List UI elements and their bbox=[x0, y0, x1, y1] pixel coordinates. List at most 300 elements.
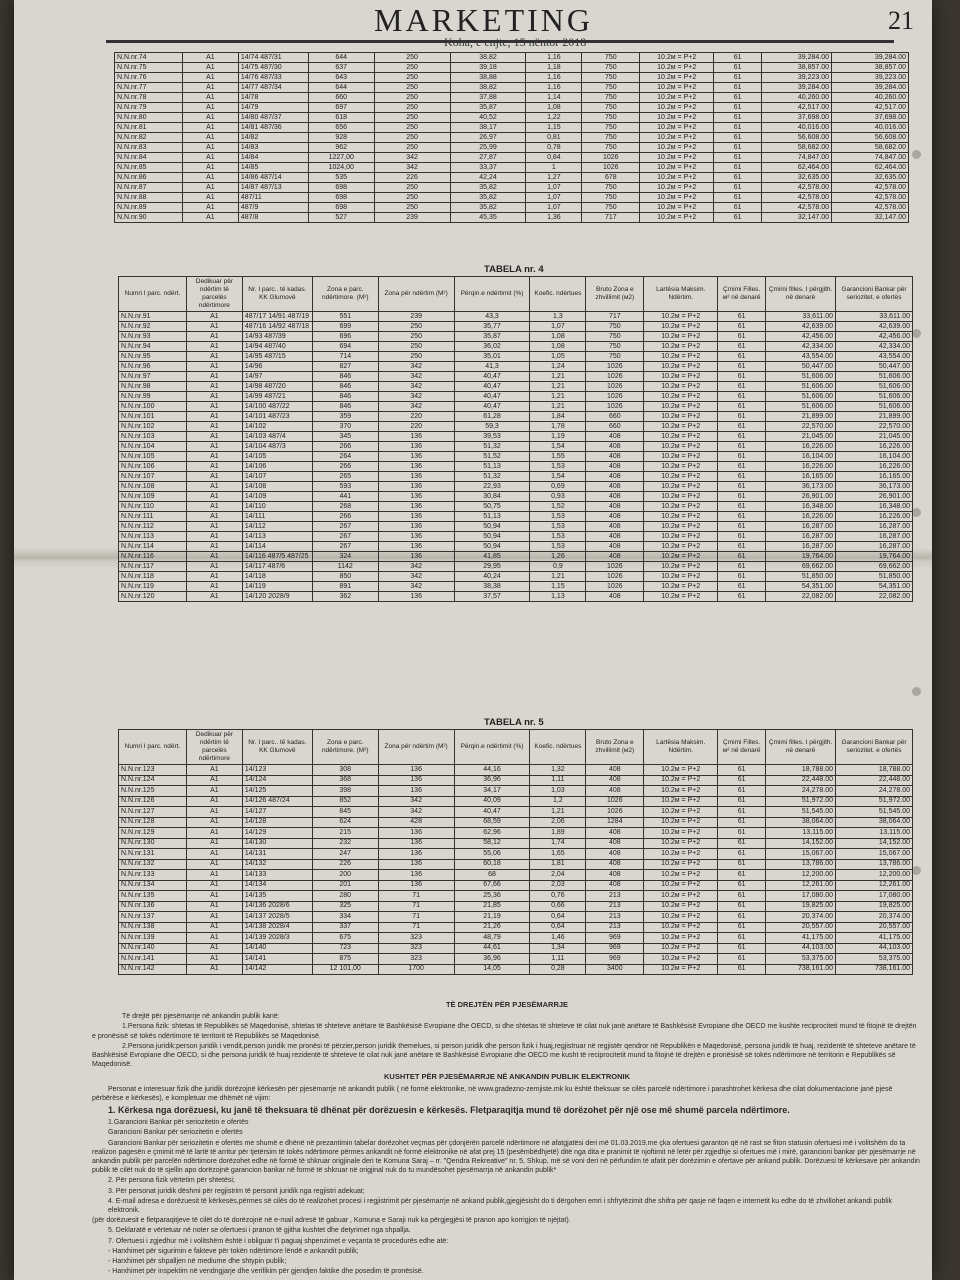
cell-unit-price: 61 bbox=[714, 63, 762, 73]
cell-building-area: 136 bbox=[378, 849, 454, 860]
cell-total-price: 16,226.00 bbox=[766, 442, 836, 452]
cell-bank-guarantee: 40,016.00 bbox=[832, 123, 909, 133]
cell-total-price: 17,080.00 bbox=[766, 891, 836, 902]
cell-cadastral-number: 14/74 487/31 bbox=[238, 53, 308, 63]
item-4-note: (për dorëzuesit e fletparaqitjeve të cilët do të dorëzojnë në e-mail adresë të gabuar , Komuna e Saraji nuk ka përgjegjësi të pranon apo korrigjon të njëjtat). bbox=[92, 1217, 571, 1225]
cell-building-area: 136 bbox=[378, 482, 454, 492]
cell-max-height: 10.2м = P+2 bbox=[644, 322, 718, 332]
cell-parcel-area: 324 bbox=[312, 552, 378, 562]
cell-building-coefficient: 0,64 bbox=[530, 922, 586, 933]
cell-unit-price: 61 bbox=[714, 153, 762, 163]
cell-parcel-area: 337 bbox=[312, 922, 378, 933]
cell-building-percent: 33,37 bbox=[450, 163, 526, 173]
table-row bbox=[119, 592, 913, 602]
cell-gross-area: 750 bbox=[582, 53, 640, 63]
cell-max-height: 10.2м = P+2 bbox=[644, 582, 718, 592]
cell-building-area: 342 bbox=[378, 372, 454, 382]
cell-parcel-number: N.N.nr.134 bbox=[119, 880, 187, 891]
cell-parcel-area: 846 bbox=[312, 392, 378, 402]
cell-max-height: 10.2м = P+2 bbox=[644, 402, 718, 412]
cell-purpose: A1 bbox=[182, 133, 238, 143]
cell-parcel-number: N.N.nr.81 bbox=[115, 123, 183, 133]
cell-building-coefficient: 1,11 bbox=[530, 775, 586, 786]
cell-unit-price: 61 bbox=[718, 532, 766, 542]
cell-max-height: 10.2м = P+2 bbox=[644, 312, 718, 322]
table-row bbox=[115, 183, 909, 193]
cell-building-percent: 51,52 bbox=[454, 452, 530, 462]
column-header-total-price: Çmimi filles. I përgjith. në denarë bbox=[766, 277, 836, 312]
cell-building-coefficient: 1,18 bbox=[526, 63, 582, 73]
cell-purpose: A1 bbox=[182, 53, 238, 63]
cell-unit-price: 61 bbox=[714, 53, 762, 63]
item-3: 3. Për personat juridik dëshmi për regjistrim të personit juridik nga regjistri adekuat; bbox=[108, 1187, 365, 1195]
cell-unit-price: 61 bbox=[718, 870, 766, 881]
cell-purpose: A1 bbox=[186, 462, 242, 472]
binder-hole bbox=[912, 329, 921, 338]
cell-parcel-number: N.N.nr.98 bbox=[119, 382, 187, 392]
cell-purpose: A1 bbox=[186, 922, 242, 933]
cell-building-coefficient: 1,46 bbox=[530, 933, 586, 944]
cell-total-price: 40,016.00 bbox=[762, 123, 832, 133]
cell-cadastral-number: 14/130 bbox=[242, 838, 312, 849]
cell-building-coefficient: 0,64 bbox=[530, 912, 586, 923]
cell-max-height: 10.2м = P+2 bbox=[640, 83, 714, 93]
cell-building-coefficient: 1,74 bbox=[530, 838, 586, 849]
cell-purpose: A1 bbox=[182, 113, 238, 123]
cell-building-percent: 40,24 bbox=[454, 572, 530, 582]
cell-building-area: 250 bbox=[374, 113, 450, 123]
column-header-unit-price: Çmimi Filles. м² në denarë bbox=[718, 730, 766, 765]
cell-total-price: 51,972.00 bbox=[766, 796, 836, 807]
cell-purpose: A1 bbox=[186, 502, 242, 512]
table-row bbox=[119, 582, 913, 592]
cell-gross-area: 750 bbox=[586, 352, 644, 362]
cell-building-coefficient: 1,34 bbox=[530, 943, 586, 954]
cell-cadastral-number: 14/127 bbox=[242, 807, 312, 818]
cell-purpose: A1 bbox=[186, 933, 242, 944]
cell-building-area: 136 bbox=[378, 532, 454, 542]
cell-unit-price: 61 bbox=[714, 163, 762, 173]
cell-gross-area: 750 bbox=[582, 203, 640, 213]
cell-max-height: 10.2м = P+2 bbox=[640, 143, 714, 153]
cell-max-height: 10.2м = P+2 bbox=[644, 807, 718, 818]
cell-building-percent: 26,97 bbox=[450, 133, 526, 143]
column-header-max-height: Lartësia Maksim. Ndërtim. bbox=[644, 277, 718, 312]
cell-building-percent: 51,13 bbox=[454, 462, 530, 472]
cell-cadastral-number: 14/83 bbox=[238, 143, 308, 153]
cell-cadastral-number: 14/99 487/21 bbox=[242, 392, 312, 402]
cell-max-height: 10.2м = P+2 bbox=[644, 954, 718, 965]
cell-building-area: 71 bbox=[378, 922, 454, 933]
cell-building-coefficient: 1,21 bbox=[530, 572, 586, 582]
cell-parcel-number: N.N.nr.118 bbox=[119, 572, 187, 582]
cell-total-price: 51,850.00 bbox=[766, 572, 836, 582]
cell-bank-guarantee: 42,578.00 bbox=[832, 203, 909, 213]
column-header-cadastral-number: Nr. I parc.. të kadas. KK Glumovë bbox=[242, 730, 312, 765]
masthead bbox=[14, 0, 932, 52]
cell-purpose: A1 bbox=[186, 552, 242, 562]
cell-parcel-area: 928 bbox=[308, 133, 374, 143]
cell-purpose: A1 bbox=[182, 123, 238, 133]
cell-max-height: 10.2м = P+2 bbox=[644, 442, 718, 452]
guarantee-subheading: Garancioni Bankar për seriozitetin e ofertës bbox=[108, 1129, 243, 1137]
cell-parcel-number: N.N.nr.87 bbox=[115, 183, 183, 193]
cell-parcel-number: N.N.nr.140 bbox=[119, 943, 187, 954]
cell-building-area: 250 bbox=[374, 63, 450, 73]
column-header-building-area: Zona për ndërtim (M²) bbox=[378, 730, 454, 765]
cell-gross-area: 750 bbox=[586, 332, 644, 342]
column-header-total-price: Çmimi filles. I përgjith. në denarë bbox=[766, 730, 836, 765]
cell-parcel-number: N.N.nr.125 bbox=[119, 786, 187, 797]
cell-building-area: 250 bbox=[374, 103, 450, 113]
cell-building-area: 136 bbox=[378, 870, 454, 881]
cell-building-coefficient: 1,55 bbox=[530, 452, 586, 462]
cell-bank-guarantee: 22,082.00 bbox=[836, 592, 913, 602]
cell-cadastral-number: 14/85 bbox=[238, 163, 308, 173]
cell-purpose: A1 bbox=[182, 153, 238, 163]
cell-parcel-number: N.N.nr.116 bbox=[119, 552, 187, 562]
cell-building-coefficient: 1,07 bbox=[526, 193, 582, 203]
cell-bank-guarantee: 74,847.00 bbox=[832, 153, 909, 163]
cell-purpose: A1 bbox=[186, 786, 242, 797]
cell-building-coefficient: 1,36 bbox=[526, 213, 582, 223]
cell-bank-guarantee: 39,284.00 bbox=[832, 53, 909, 63]
cell-total-price: 53,375.00 bbox=[766, 954, 836, 965]
cell-parcel-number: N.N.nr.85 bbox=[115, 163, 183, 173]
table-row bbox=[119, 870, 913, 881]
cell-building-percent: 38,38 bbox=[454, 582, 530, 592]
cell-bank-guarantee: 40,260.00 bbox=[832, 93, 909, 103]
cell-gross-area: 408 bbox=[586, 880, 644, 891]
cell-gross-area: 750 bbox=[582, 63, 640, 73]
cell-max-height: 10.2м = P+2 bbox=[644, 342, 718, 352]
table-row bbox=[119, 392, 913, 402]
cell-total-price: 39,223.00 bbox=[762, 73, 832, 83]
cell-parcel-number: N.N.nr.75 bbox=[115, 63, 183, 73]
cell-parcel-number: N.N.nr.141 bbox=[119, 954, 187, 965]
cell-parcel-area: 398 bbox=[312, 786, 378, 797]
column-header-parcel-area: Zona e parc. ndërtimore. (M²) bbox=[312, 730, 378, 765]
cell-building-area: 226 bbox=[374, 173, 450, 183]
cell-unit-price: 61 bbox=[714, 93, 762, 103]
cell-bank-guarantee: 50,447.00 bbox=[836, 362, 913, 372]
cell-unit-price: 61 bbox=[718, 572, 766, 582]
cell-building-area: 342 bbox=[374, 163, 450, 173]
cell-max-height: 10.2м = P+2 bbox=[644, 522, 718, 532]
cell-building-percent: 38,17 bbox=[450, 123, 526, 133]
cell-building-coefficient: 1,07 bbox=[530, 322, 586, 332]
table-row bbox=[119, 880, 913, 891]
cell-parcel-number: N.N.nr.130 bbox=[119, 838, 187, 849]
cell-building-coefficient: 2,06 bbox=[530, 817, 586, 828]
cell-total-price: 21,899.00 bbox=[766, 412, 836, 422]
table-5-title: TABELA nr. 5 bbox=[484, 717, 544, 728]
cell-building-percent: 34,17 bbox=[454, 786, 530, 797]
cell-purpose: A1 bbox=[186, 322, 242, 332]
cell-bank-guarantee: 16,104.00 bbox=[836, 452, 913, 462]
cell-total-price: 51,606.00 bbox=[766, 402, 836, 412]
cell-max-height: 10.2м = P+2 bbox=[640, 173, 714, 183]
table-row bbox=[119, 462, 913, 472]
cell-parcel-number: N.N.nr.80 bbox=[115, 113, 183, 123]
cell-building-percent: 44,16 bbox=[454, 765, 530, 776]
table-row bbox=[119, 943, 913, 954]
cell-parcel-number: N.N.nr.127 bbox=[119, 807, 187, 818]
cell-cadastral-number: 14/105 bbox=[242, 452, 312, 462]
cell-bank-guarantee: 19,764.00 bbox=[836, 552, 913, 562]
column-header-max-height: Lartësia Maksim. Ndërtim. bbox=[644, 730, 718, 765]
cell-parcel-area: 266 bbox=[312, 442, 378, 452]
cell-cadastral-number: 14/79 bbox=[238, 103, 308, 113]
cell-gross-area: 660 bbox=[586, 422, 644, 432]
cell-parcel-area: 368 bbox=[312, 775, 378, 786]
cell-cadastral-number: 14/117 487/6 bbox=[242, 562, 312, 572]
table-row bbox=[119, 765, 913, 776]
cost-bullet: - Harxhimet për inspektim në vendngjarje dhe verifikim për gjendjen faktike dhe posedim të pronësisë. bbox=[108, 1268, 424, 1276]
cell-parcel-number: N.N.nr.119 bbox=[119, 582, 187, 592]
cell-max-height: 10.2м = P+2 bbox=[644, 592, 718, 602]
cell-parcel-area: 267 bbox=[312, 522, 378, 532]
cell-parcel-area: 846 bbox=[312, 382, 378, 392]
cell-max-height: 10.2м = P+2 bbox=[640, 153, 714, 163]
cell-bank-guarantee: 22,570.00 bbox=[836, 422, 913, 432]
cell-unit-price: 61 bbox=[718, 432, 766, 442]
table-row bbox=[119, 412, 913, 422]
cell-building-percent: 30,84 bbox=[454, 492, 530, 502]
cell-total-price: 12,200.00 bbox=[766, 870, 836, 881]
cell-cadastral-number: 14/112 bbox=[242, 522, 312, 532]
cell-unit-price: 61 bbox=[718, 482, 766, 492]
cell-gross-area: 750 bbox=[582, 123, 640, 133]
cell-unit-price: 61 bbox=[718, 512, 766, 522]
cell-max-height: 10.2м = P+2 bbox=[640, 103, 714, 113]
cell-total-price: 58,682.00 bbox=[762, 143, 832, 153]
cell-total-price: 36,173.00 bbox=[766, 482, 836, 492]
table-row bbox=[119, 817, 913, 828]
cell-purpose: A1 bbox=[182, 213, 238, 223]
cell-unit-price: 61 bbox=[718, 592, 766, 602]
cell-unit-price: 61 bbox=[718, 775, 766, 786]
cell-cadastral-number: 14/76 487/33 bbox=[238, 73, 308, 83]
cell-parcel-area: 644 bbox=[308, 83, 374, 93]
cell-cadastral-number: 14/95 487/15 bbox=[242, 352, 312, 362]
cell-bank-guarantee: 69,662.00 bbox=[836, 562, 913, 572]
cell-gross-area: 1026 bbox=[586, 807, 644, 818]
cell-building-percent: 35,77 bbox=[454, 322, 530, 332]
cell-building-percent: 35,87 bbox=[450, 103, 526, 113]
cell-building-area: 136 bbox=[378, 828, 454, 839]
conditions-intro: Personat e interesuar fizik dhe juridik dorëzojnë kërkesën për pjesëmarrje në ankandit publik ( në formë elektronike, në www.gradezno-zemjiste.mk ku është theksuar se cilës parcelë ndërtimore i parashtrohet kërkesa dhe cilat dokumentacione janë pjesë përbërëse e kërkesës), e kompletuar me dhëmët në vijim: bbox=[92, 1085, 893, 1102]
cell-bank-guarantee: 42,517.00 bbox=[832, 103, 909, 113]
cell-unit-price: 61 bbox=[718, 901, 766, 912]
cell-unit-price: 61 bbox=[718, 522, 766, 532]
cell-gross-area: 1026 bbox=[586, 362, 644, 372]
cell-building-coefficient: 1,16 bbox=[526, 73, 582, 83]
cell-building-area: 136 bbox=[378, 472, 454, 482]
rights-legal-persons: 2.Persona juridik:person juridik i vendit,person juridik me pronësi të përzier,person juridik themelues, si person juridik dhe person fizik i huaj,regjistruar në regjistër qendror në Republikën e Maqedonisë, persona juridik të huaj, rezidentë të shteteve anëtare të Bashkësisë Evropiane dhe OECD, si dhe persona juridik të huaj rezidentë të shteteve të cilat nuk janë anëtare të Bashkësisë Evropiane dhe OECD me kusht të reciprocitetit mund ta fitojnë të drejtën e pronësisë së tokës ndërtimore në territorin e Republikës së Maqedonisë. bbox=[92, 1042, 916, 1069]
cell-bank-guarantee: 20,557.00 bbox=[836, 922, 913, 933]
cell-max-height: 10.2м = P+2 bbox=[644, 964, 718, 975]
cell-unit-price: 61 bbox=[718, 828, 766, 839]
cell-cadastral-number: 14/123 bbox=[242, 765, 312, 776]
table-header-row bbox=[119, 277, 913, 312]
cell-building-percent: 55,06 bbox=[454, 849, 530, 860]
cell-building-coefficient: 1,3 bbox=[530, 312, 586, 322]
cell-max-height: 10.2м = P+2 bbox=[644, 382, 718, 392]
cell-building-coefficient: 1,54 bbox=[530, 442, 586, 452]
cell-building-percent: 50,94 bbox=[454, 542, 530, 552]
cell-building-area: 136 bbox=[378, 786, 454, 797]
cell-bank-guarantee: 12,261.00 bbox=[836, 880, 913, 891]
cell-cadastral-number: 14/109 bbox=[242, 492, 312, 502]
cell-unit-price: 61 bbox=[718, 492, 766, 502]
cell-bank-guarantee: 44,103.00 bbox=[836, 943, 913, 954]
cell-unit-price: 61 bbox=[718, 362, 766, 372]
table-row bbox=[119, 312, 913, 322]
table-row bbox=[119, 552, 913, 562]
cell-gross-area: 750 bbox=[582, 133, 640, 143]
cell-cadastral-number: 14/139 2028/3 bbox=[242, 933, 312, 944]
table-row bbox=[119, 342, 913, 352]
cell-building-percent: 68,59 bbox=[454, 817, 530, 828]
table-row bbox=[119, 522, 913, 532]
cell-bank-guarantee: 26,901.00 bbox=[836, 492, 913, 502]
cell-bank-guarantee: 62,464.00 bbox=[832, 163, 909, 173]
cell-max-height: 10.2м = P+2 bbox=[644, 828, 718, 839]
cell-purpose: A1 bbox=[182, 193, 238, 203]
cell-building-coefficient: 1 bbox=[526, 163, 582, 173]
cell-bank-guarantee: 39,284.00 bbox=[832, 83, 909, 93]
cell-gross-area: 750 bbox=[582, 183, 640, 193]
column-header-parcel-number: Numri I parc. ndërt. bbox=[119, 277, 187, 312]
cell-parcel-number: N.N.nr.89 bbox=[115, 203, 183, 213]
cell-gross-area: 717 bbox=[586, 312, 644, 322]
table-row bbox=[119, 838, 913, 849]
cell-unit-price: 61 bbox=[714, 103, 762, 113]
column-header-building-coefficient: Koefic. ndërtues bbox=[530, 730, 586, 765]
cell-parcel-area: 441 bbox=[312, 492, 378, 502]
cell-cadastral-number: 14/126 487/24 bbox=[242, 796, 312, 807]
cell-purpose: A1 bbox=[186, 954, 242, 965]
cell-parcel-area: 1142 bbox=[312, 562, 378, 572]
cell-unit-price: 61 bbox=[714, 203, 762, 213]
cell-bank-guarantee: 43,554.00 bbox=[836, 352, 913, 362]
table-row bbox=[119, 332, 913, 342]
cell-parcel-area: 962 bbox=[308, 143, 374, 153]
cell-unit-price: 61 bbox=[718, 462, 766, 472]
table-row bbox=[119, 532, 913, 542]
cell-max-height: 10.2м = P+2 bbox=[640, 193, 714, 203]
cell-gross-area: 1026 bbox=[582, 153, 640, 163]
cell-unit-price: 61 bbox=[714, 83, 762, 93]
page-number: 21 bbox=[888, 6, 914, 35]
cell-max-height: 10.2м = P+2 bbox=[644, 859, 718, 870]
cell-unit-price: 61 bbox=[718, 372, 766, 382]
cell-parcel-number: N.N.nr.102 bbox=[119, 422, 187, 432]
cell-building-coefficient: 0,66 bbox=[530, 901, 586, 912]
cell-building-area: 342 bbox=[378, 562, 454, 572]
cell-total-price: 16,348.00 bbox=[766, 502, 836, 512]
cell-gross-area: 408 bbox=[586, 552, 644, 562]
cell-purpose: A1 bbox=[186, 828, 242, 839]
cell-parcel-number: N.N.nr.103 bbox=[119, 432, 187, 442]
cell-building-coefficient: 1,07 bbox=[526, 203, 582, 213]
cell-building-coefficient: 1,2 bbox=[530, 796, 586, 807]
cell-gross-area: 750 bbox=[586, 342, 644, 352]
cell-parcel-number: N.N.nr.76 bbox=[115, 73, 183, 83]
cell-building-area: 428 bbox=[378, 817, 454, 828]
cell-gross-area: 1026 bbox=[582, 163, 640, 173]
table-row bbox=[119, 402, 913, 412]
cell-parcel-area: 827 bbox=[312, 362, 378, 372]
table-row bbox=[119, 452, 913, 462]
cell-unit-price: 61 bbox=[714, 183, 762, 193]
cell-cadastral-number: 14/97 bbox=[242, 372, 312, 382]
cell-cadastral-number: 14/140 bbox=[242, 943, 312, 954]
cell-building-coefficient: 1,13 bbox=[530, 592, 586, 602]
table-row bbox=[119, 492, 913, 502]
table-row bbox=[119, 512, 913, 522]
cell-cadastral-number: 14/125 bbox=[242, 786, 312, 797]
cell-total-price: 13,786.00 bbox=[766, 859, 836, 870]
cell-unit-price: 61 bbox=[718, 552, 766, 562]
cell-building-percent: 35,82 bbox=[450, 183, 526, 193]
cell-total-price: 21,045.00 bbox=[766, 432, 836, 442]
cell-bank-guarantee: 19,825.00 bbox=[836, 901, 913, 912]
cell-parcel-number: N.N.nr.113 bbox=[119, 532, 187, 542]
cell-bank-guarantee: 58,682.00 bbox=[832, 143, 909, 153]
cell-parcel-area: 699 bbox=[312, 322, 378, 332]
cell-purpose: A1 bbox=[186, 442, 242, 452]
column-header-purpose: Dedikuar për ndërtim të parcelës ndërtimore bbox=[186, 730, 242, 765]
table-row bbox=[115, 103, 909, 113]
cell-building-area: 342 bbox=[378, 807, 454, 818]
cell-parcel-area: 675 bbox=[312, 933, 378, 944]
cell-building-coefficient: 0,9 bbox=[530, 562, 586, 572]
cell-parcel-number: N.N.nr.83 bbox=[115, 143, 183, 153]
cell-parcel-number: N.N.nr.97 bbox=[119, 372, 187, 382]
cell-building-area: 323 bbox=[378, 954, 454, 965]
cell-building-percent: 51,13 bbox=[454, 512, 530, 522]
cell-building-coefficient: 1,11 bbox=[530, 954, 586, 965]
cell-purpose: A1 bbox=[186, 901, 242, 912]
table-row bbox=[119, 922, 913, 933]
cell-parcel-area: 1024,00 bbox=[308, 163, 374, 173]
cell-purpose: A1 bbox=[186, 880, 242, 891]
cell-total-price: 26,901.00 bbox=[766, 492, 836, 502]
cell-gross-area: 408 bbox=[586, 462, 644, 472]
cell-unit-price: 61 bbox=[714, 113, 762, 123]
cell-parcel-area: 334 bbox=[312, 912, 378, 923]
table-row bbox=[115, 123, 909, 133]
cell-parcel-area: 266 bbox=[312, 512, 378, 522]
cell-cadastral-number: 487/9 bbox=[238, 203, 308, 213]
cell-parcel-number: N.N.nr.112 bbox=[119, 522, 187, 532]
cell-total-price: 22,448.00 bbox=[766, 775, 836, 786]
cell-bank-guarantee: 51,606.00 bbox=[836, 372, 913, 382]
table-row bbox=[119, 322, 913, 332]
table-row bbox=[119, 382, 913, 392]
cell-unit-price: 61 bbox=[718, 542, 766, 552]
cell-building-coefficient: 1,65 bbox=[530, 849, 586, 860]
cell-max-height: 10.2м = P+2 bbox=[644, 562, 718, 572]
item-7: 7. Ofertuesi i zgjedhur më i volitshëm është i obliguar t'i paguaj shpenzimet e veçanta të procedurës edhe atë: bbox=[108, 1237, 449, 1245]
cell-total-price: 16,226.00 bbox=[766, 512, 836, 522]
cell-cadastral-number: 14/75 487/30 bbox=[238, 63, 308, 73]
cell-gross-area: 1026 bbox=[586, 372, 644, 382]
cell-gross-area: 408 bbox=[586, 775, 644, 786]
cell-max-height: 10.2м = P+2 bbox=[644, 817, 718, 828]
